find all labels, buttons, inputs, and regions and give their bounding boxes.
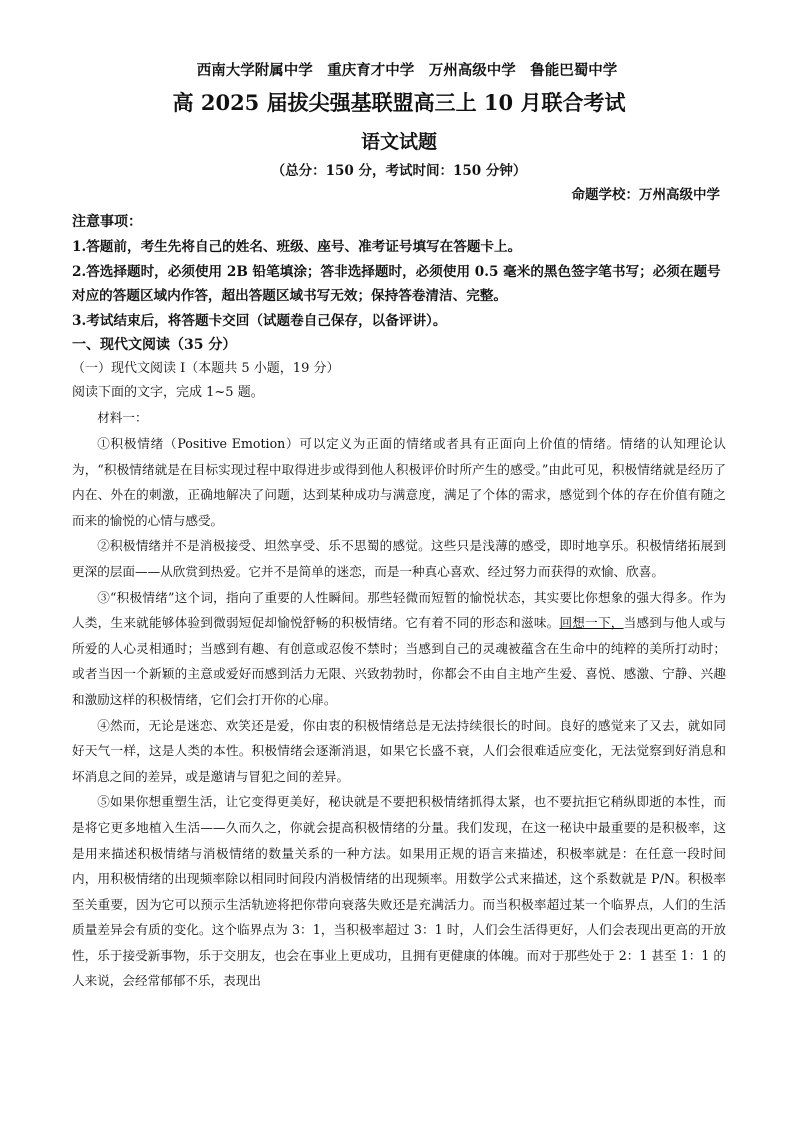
section-title: 一、现代文阅读（35 分）	[72, 337, 237, 353]
notice-heading: 注意事项：	[72, 214, 142, 230]
paragraph-3-part-1: ③“积极情绪”这个词，指向了重要的人性瞬间。那些轻微而短暂的愉悦状态，其实要比你想象的强大得多。作为人类，生来就能够体验到微弱短促却愉悦舒畅的积极情绪。它有着不同的形态和滋味。	[72, 589, 726, 631]
exam-page	[72, 58, 726, 994]
paragraph-5: ⑤如果你想重塑生活，让它变得更美好，秘诀就是不要把积极情绪抓得太紧，也不要抗拒它稍纵即逝的本性，而是将它更多地植入生活——久而久之，你就会提高积极情绪的分量。我们发现，在这一秘诀中最重要的是积极率，这是用来描述积极情绪与消极情绪的数量关系的一种方法。如果用正规的语言来描述，积极率就是：在任意一段时间内，用积极情绪的出现频率除以相同时间段内消极情绪的出现频率。用数学公式来描述，这个系数就是 P/N。积极率至关重要，因为它可以预示生活轨迹将把你带向衰落失败还是充满活力。而当积极率超过某一个临界点，人们的生活质量差异会有质的变化。这个临界点为 3：1，当积极率超过 3：1 时，人们会生活得更好，人们会表现出更高的开放性，乐于接受新事物，乐于交朋友，也会在事业上更成功，且拥有更健康的体魄。而对于那些处于 2：1 甚至 1：1 的人来说，会经常郁郁不乐，表现出	[72, 794, 726, 989]
exam-meta: （总分：150 分，考试时间：150 分钟）	[271, 163, 527, 179]
reading-instruction: 阅读下面的文字，完成 1~5 题。	[72, 385, 264, 400]
paragraph-4: ④然而，无论是迷恋、欢笑还是爱，你由衷的积极情绪总是无法持续很长的时间。良好的感觉来了又去，就如同好天气一样，这是人类的本性。积极情绪会逐渐消退，如果它长盛不衰，人们会很难适应变化，无法觉察到好消息和坏消息之间的差异，或是邀请与冒犯之间的差异。	[72, 717, 726, 784]
subject-title: 语文试题	[360, 131, 437, 153]
notice-item: 2.答选择题时，必须使用 2B 铅笔填涂；答非选择题时，必须使用 0.5 毫米的黑色签字笔书写；必须在题号对应的答题区域内作答，超出答题区域书写无效；保持答卷清洁、完整。	[72, 263, 721, 304]
paragraph-3	[72, 585, 726, 713]
paragraph-3-part-2: 当感到与他人或与所爱的人心灵相通时；当感到有趣、有创意或忍俊不禁时；当感到自己的灵魂被蕴含在生命中的纯粹的美所打动时；或者当因一个新颖的主意或爱好而感到活力无限、兴致勃勃时，你都会不由自主地产生爱、喜悦、感激、宁静、兴趣和激励这样的积极情绪，它们会打开你的心扉。	[72, 615, 726, 707]
material-label: 材料一：	[97, 410, 148, 425]
paragraph-1: ①积极情绪（Positive Emotion）可以定义为正面的情绪或者具有正面向上价值的情绪。情绪的认知理论认为，“积极情绪就是在目标实现过程中取得进步或得到他人积极评价时所产生的感受。”由此可见，积极情绪就是经历了内在、外在的刺激，正确地解决了问题，达到某种成功与满意度，满足了个体的需求，感觉到个体的存在价值有随之而来的愉悦的心情与感受。	[72, 436, 726, 528]
sub-section-title: （一）现代文阅读 I（本题共 5 小题，19 分）	[72, 361, 340, 376]
school-list: 西南大学附属中学 重庆育才中学 万州高级中学 鲁能巴蜀中学	[196, 62, 618, 79]
paragraph-2: ②积极情绪并不是消极接受、坦然享受、乐不思蜀的感觉。这些只是浅薄的感受，即时地享乐。积极情绪拓展到更深的层面——从欣赏到热爱。它并不是简单的迷恋，而是一种真心喜欢、经过努力而获得的欢愉、欣喜。	[72, 538, 726, 579]
exam-title: 高 2025 届拔尖强基联盟高三上 10 月联合考试	[172, 90, 626, 115]
notice-item: 1.答题前，考生先将自己的姓名、班级、座号、准考证号填写在答题卡上。	[72, 239, 522, 255]
setter-school: 命题学校：万州高级中学	[571, 187, 720, 203]
notice-item: 3.考试结束后，将答题卡交回（试题卷自己保存，以备评讲）。	[72, 312, 447, 329]
underlined-phrase: 回想一下，	[559, 615, 624, 631]
